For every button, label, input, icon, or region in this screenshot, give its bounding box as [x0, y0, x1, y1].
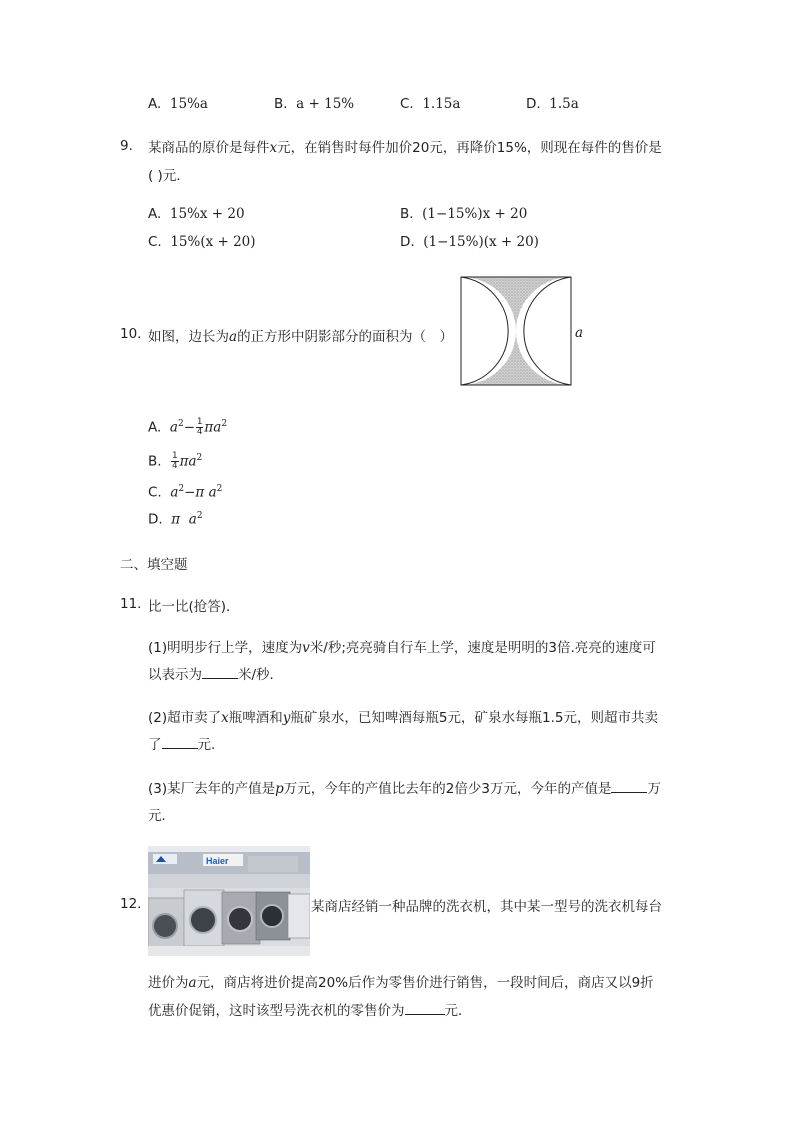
q12-stem-line2: 进价为a元，商店将进价提高20%后作为零售价进行销售，一段时间后，商店又以9折	[148, 975, 654, 991]
answer-blank[interactable]	[405, 1000, 445, 1015]
square-shaded-figure	[460, 276, 572, 386]
q8-option-a: A. 15%a	[148, 96, 208, 112]
q11-number: 11.	[120, 596, 142, 612]
figure-side-label: a	[575, 325, 584, 341]
q8-option-b: B. a + 15%	[274, 96, 355, 112]
answer-blank[interactable]	[611, 778, 647, 793]
q8-option-d-value: 1.5a	[549, 96, 579, 112]
q11-part3-line2: 元．	[148, 808, 175, 824]
shaded-region-top	[461, 277, 571, 331]
brand-sign: Haier	[206, 856, 229, 866]
q9-stem-line2: ( )元．	[148, 168, 190, 184]
q10-option-a: A. $a^2-$ $\frac{1}{4}$ $\pi a^2$	[148, 417, 228, 437]
answer-blank[interactable]	[162, 734, 198, 749]
q8-option-c: C. 1.15a	[400, 96, 461, 112]
q8-option-c-value: 1.15a	[422, 96, 461, 112]
q8-option-a-value: 15%a	[169, 96, 208, 112]
q8-option-b-value: a + 15%	[296, 96, 355, 112]
q10-number: 10.	[120, 326, 142, 342]
shaded-region-bottom	[461, 331, 571, 385]
q12-number: 12.	[120, 896, 142, 912]
q12-stem-line3: 优惠价促销，这时该型号洗衣机的零售价为 元．	[148, 999, 472, 1019]
q10-stem: 如图，边长为a的正方形中阴影部分的面积为（ ）	[148, 329, 454, 345]
q11-part1-line2: 以表示为 米/秒．	[148, 663, 283, 683]
answer-blank[interactable]	[202, 664, 238, 679]
q9-option-a: A. 15%x + 20	[148, 206, 245, 222]
q10-option-b: B. $\frac{1}{4}$ $\pi a^2$	[148, 451, 203, 471]
q11-part2: (2)超市卖了x瓶啤酒和y瓶矿泉水，已知啤酒每瓶5元，矿泉水每瓶1.5元，则超市共卖	[148, 710, 658, 726]
q11-stem: 比一比(抢答)．	[148, 599, 240, 615]
q8-option-d: D. 1.5a	[526, 96, 579, 112]
q12-stem: 某商店经销一种品牌的洗衣机，其中某一型号的洗衣机每台	[311, 899, 662, 915]
section-title: 二、填空题	[120, 557, 188, 573]
q9-option-b: B. (1−15%)x + 20	[400, 206, 528, 222]
q11-part3: (3)某厂去年的产值是p万元，今年的产值比去年的2倍少3万元，今年的产值是 万	[148, 777, 661, 797]
q9-option-d: D. (1−15%)(x + 20)	[400, 234, 539, 250]
q10-option-d: D. π $a^2$	[148, 511, 203, 528]
q9-option-c: C. 15%(x + 20)	[148, 234, 256, 250]
q11-part1: (1)明明步行上学，速度为v米/秒;亮亮骑自行车上学，速度是明明的3倍.亮亮的速度可	[148, 640, 656, 656]
q9-stem: 某商品的原价是每件x元，在销售时每件加价20元，再降价15%，则现在每件的售价是	[148, 140, 662, 156]
q9-number: 9.	[120, 138, 133, 154]
q10-option-c: C. $a^2-\pi$ $a^2$	[148, 484, 223, 501]
q11-part2-line2: 了 元.	[148, 733, 215, 753]
washing-machine-photo	[148, 846, 310, 956]
